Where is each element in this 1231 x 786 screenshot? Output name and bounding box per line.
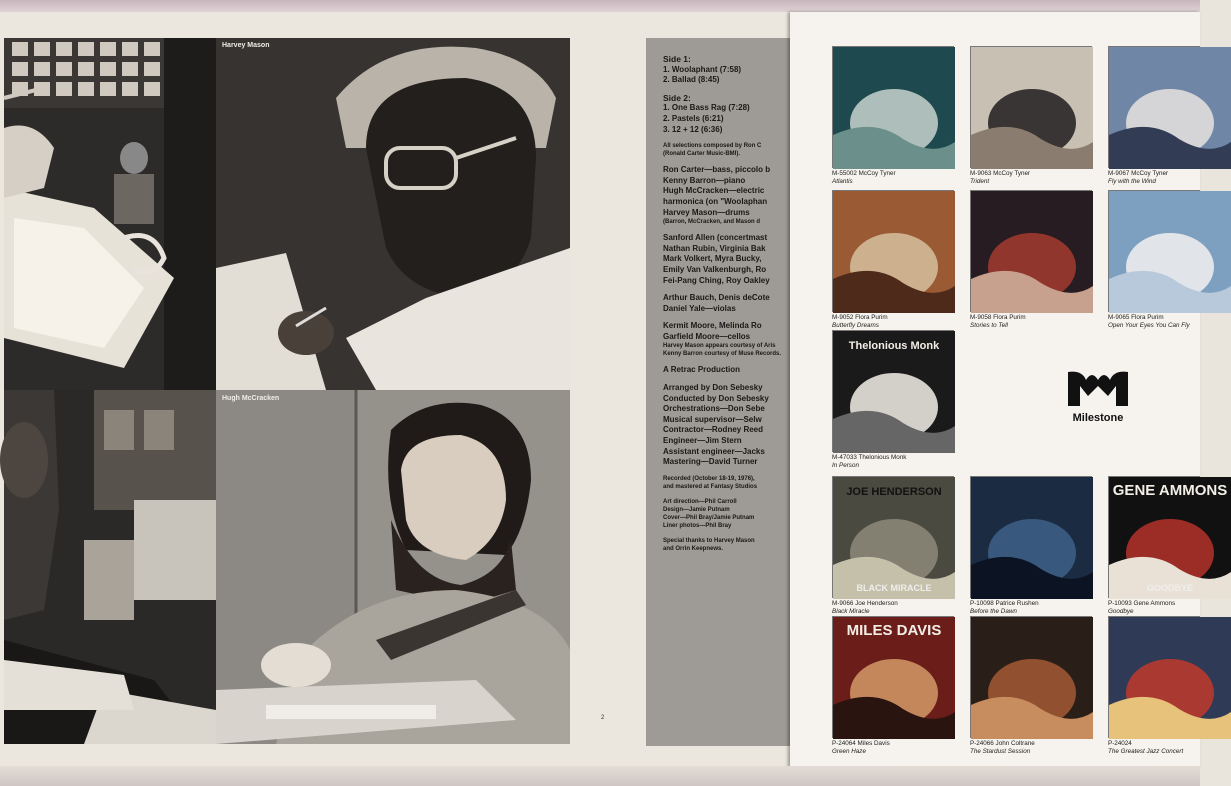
album-caption xyxy=(970,314,1026,329)
top-edge xyxy=(0,0,1200,12)
side2-track: 1. One Bass Rag (7:28) xyxy=(663,103,750,113)
strings-line: Nathan Rubin, Virginia Bak xyxy=(663,243,766,253)
milestone-logo-icon xyxy=(1062,366,1134,412)
album-cover xyxy=(832,190,954,312)
album-cover xyxy=(1108,46,1200,168)
staff-line: Arranged by Don Sebesky xyxy=(663,383,763,393)
recorded-line: Recorded (October 18-19, 1976), xyxy=(663,475,755,482)
side2-track: 2. Pastels (6:21) xyxy=(663,113,724,123)
album-title: Before the Dawn xyxy=(970,607,1017,615)
staff-line: Mastering—David Turner xyxy=(663,457,758,467)
staff-line: Assistant engineer—Jacks xyxy=(663,446,765,456)
album-caption xyxy=(970,170,1030,185)
album-cover xyxy=(970,190,1092,312)
side2-title: Side 2: xyxy=(663,92,691,103)
cover-title-text: MILES DAVIS xyxy=(846,622,942,639)
personnel-line: harmonica (on "Woolaphan xyxy=(663,196,768,206)
album-cover xyxy=(1108,476,1228,598)
liner-credits-panel xyxy=(646,38,796,746)
strings-line: Sanford Allen (concertmast xyxy=(663,233,768,243)
side1-track: 2. Ballad (8:45) xyxy=(663,75,720,85)
caption-harvey-mason: Harvey Mason xyxy=(222,42,270,49)
album-cover xyxy=(1108,616,1200,738)
photo-hugh-mccracken xyxy=(216,390,570,744)
album-title: Open Your Eyes You Can Fly xyxy=(1108,321,1190,329)
album-code: M-9066 Joe Henderson xyxy=(832,600,898,607)
compose-line: All selections composed by Ron C xyxy=(663,143,762,150)
recorded-line: and mastered at Fantasy Studios xyxy=(663,483,758,490)
album-cover xyxy=(970,476,1092,598)
album-title: Black Miracle xyxy=(832,607,870,615)
album-caption xyxy=(832,600,898,615)
art-line: Cover—Phil Bray/Jamie Putnam xyxy=(663,514,755,521)
staff-line: Musical supervisor—Selw xyxy=(663,414,762,424)
strings-line: Mark Volkert, Myra Bucky, xyxy=(663,254,762,264)
album-caption xyxy=(832,454,906,469)
cover-title-text: JOE HENDERSON xyxy=(846,486,942,498)
album-title: The Greatest Jazz Concert xyxy=(1108,747,1184,755)
album-caption xyxy=(1108,600,1175,615)
milestone-logo xyxy=(1062,366,1134,428)
page-mark: 2 xyxy=(601,715,605,721)
album-title: Goodbye xyxy=(1108,607,1134,615)
strings-line: Fei-Pang Ching, Roy Oakley xyxy=(663,275,770,285)
caption-hugh-mccracken: Hugh McCracken xyxy=(222,395,280,402)
album-code: M-9058 Flora Purim xyxy=(970,314,1026,321)
cover-title-text: Thelonious Monk xyxy=(848,340,940,352)
album-title: The Stardust Session xyxy=(970,747,1031,755)
album-title: Stories to Tell xyxy=(970,321,1008,329)
staff-line: Engineer—Jim Stern xyxy=(663,436,742,446)
art-line: Liner photos—Phil Bray xyxy=(663,522,732,529)
album-code: P-10098 Patrice Rushen xyxy=(970,600,1039,607)
album-code: M-9052 Flora Purim xyxy=(832,314,888,321)
staff-line: Contractor—Rodney Reed xyxy=(663,425,764,435)
album-code: P-24024 xyxy=(1108,740,1132,747)
album-caption xyxy=(1108,314,1190,329)
album-title: Atlantis xyxy=(832,177,853,185)
violas-line: Daniel Yale—violas xyxy=(663,303,736,313)
album-cover xyxy=(832,616,954,738)
compose-line: (Ronald Carter Music-BMI). xyxy=(663,151,741,158)
thanks-line: Special thanks to Harvey Mason xyxy=(663,537,755,544)
personnel-line: Hugh McCracken—electric xyxy=(663,186,765,196)
personnel-line: Kenny Barron—piano xyxy=(663,175,746,185)
bottom-edge xyxy=(0,766,1200,786)
thanks-line: and Orrin Keepnews. xyxy=(663,545,724,552)
album-cover xyxy=(832,476,954,598)
album-title: Butterfly Dreams xyxy=(832,321,879,329)
album-code: M-9065 Flora Purim xyxy=(1108,314,1164,321)
violas-line: Arthur Bauch, Denis deCote xyxy=(663,293,770,303)
album-title: Fly with the Wind xyxy=(1108,177,1156,185)
album-caption xyxy=(832,314,888,329)
personnel-line: Ron Carter—bass, piccolo b xyxy=(663,165,771,175)
staff-line: Orchestrations—Don Sebe xyxy=(663,404,765,414)
album-code: M-47033 Thelonious Monk xyxy=(832,454,907,461)
album-caption xyxy=(1108,740,1183,755)
side2-track: 3. 12 + 12 (6:36) xyxy=(663,124,723,134)
personnel-note: (Barron, McCracken, and Mason d xyxy=(663,219,761,226)
album-cover xyxy=(970,46,1092,168)
album-cover xyxy=(832,46,954,168)
cellos-line: Garfield Moore—cellos xyxy=(663,331,751,341)
album-caption xyxy=(1108,170,1168,185)
cover-subtitle-text: BLACK MIRACLE xyxy=(856,583,932,593)
art-line: Art direction—Phil Carroll xyxy=(663,498,737,505)
album-code: M-9067 McCoy Tyner xyxy=(1108,170,1169,177)
side1-title: Side 1: xyxy=(663,54,691,64)
album-caption xyxy=(970,740,1035,755)
album-cover xyxy=(832,330,954,452)
milestone-logo-label: Milestone xyxy=(1072,412,1124,424)
cover-title-text: GENE AMMONS xyxy=(1112,482,1228,499)
album-cover xyxy=(970,616,1092,738)
side1-track: 1. Woolaphant (7:58) xyxy=(663,64,742,74)
album-code: P-24066 John Coltrane xyxy=(970,740,1035,747)
album-code: M-55002 McCoy Tyner xyxy=(832,170,896,177)
photo-harvey-mason xyxy=(216,38,570,390)
album-caption xyxy=(832,740,890,755)
album-title: In Person xyxy=(832,461,859,469)
album-caption xyxy=(970,600,1039,615)
album-code: M-9063 McCoy Tyner xyxy=(970,170,1031,177)
personnel-line: Harvey Mason—drums xyxy=(663,207,750,217)
staff-line: Conducted by Don Sebesky xyxy=(663,393,769,403)
production-line: A Retrac Production xyxy=(663,365,741,375)
cover-subtitle-text: GOODBYE xyxy=(1146,583,1194,593)
album-caption xyxy=(832,170,896,185)
album-code: P-10093 Gene Ammons xyxy=(1108,600,1176,607)
photo-studio-session xyxy=(4,38,216,390)
art-line: Design—Jamie Putnam xyxy=(663,506,730,513)
album-code: P-24064 Miles Davis xyxy=(832,740,890,747)
album-title: Trident xyxy=(970,177,990,185)
photo-piano-session xyxy=(4,390,216,744)
courtesy-line: Kenny Barron courtesy of Muse Records. xyxy=(663,351,782,358)
courtesy-line: Harvey Mason appears courtesy of Aris xyxy=(663,343,776,350)
album-title: Green Haze xyxy=(832,747,866,755)
cellos-line: Kermit Moore, Melinda Ro xyxy=(663,321,762,331)
strings-line: Emily Van Valkenburgh, Ro xyxy=(663,264,767,274)
album-cover xyxy=(1108,190,1200,312)
